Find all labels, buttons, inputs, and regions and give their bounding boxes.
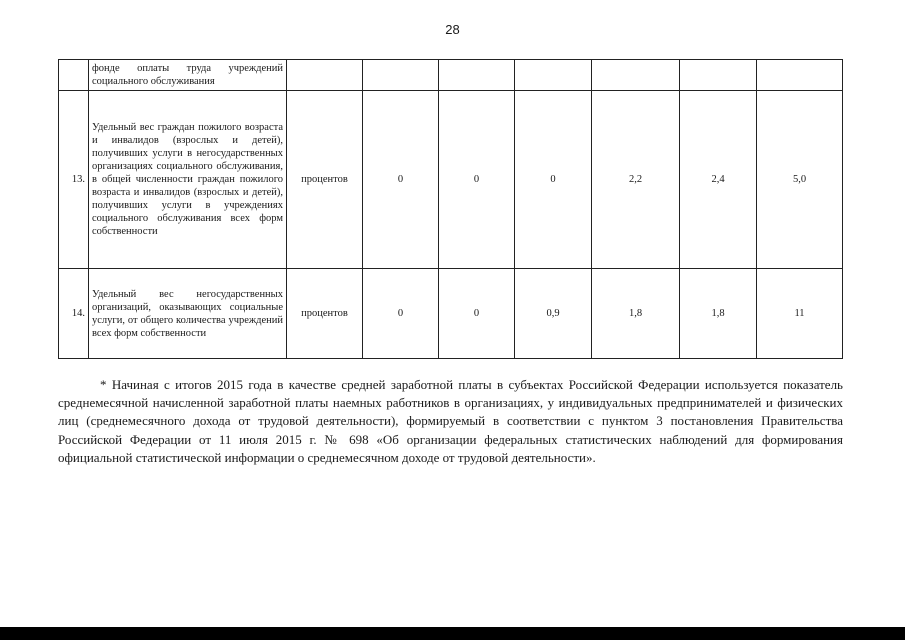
- bottom-scan-edge: [0, 627, 905, 640]
- table-row: [59, 269, 843, 359]
- value-cell: 5,0: [757, 91, 843, 269]
- value-cell: 0: [515, 91, 592, 269]
- value-cell: 1,8: [592, 269, 680, 359]
- indicators-table: [58, 59, 843, 359]
- row-number: [59, 60, 89, 91]
- value-cell: 2,4: [680, 91, 757, 269]
- value-cell: 0: [363, 269, 439, 359]
- value-cell: 0: [439, 91, 515, 269]
- row-number: 14.: [59, 269, 89, 359]
- unit-cell: процентов: [287, 269, 363, 359]
- value-cell: 0: [439, 269, 515, 359]
- value-cell: [757, 60, 843, 91]
- value-cell: 1,8: [680, 269, 757, 359]
- table-row: [59, 60, 843, 91]
- value-cell: 0,9: [515, 269, 592, 359]
- indicator-name: фонде оплаты труда учреждений социального обслуживания: [89, 60, 287, 91]
- unit-cell: процентов: [287, 91, 363, 269]
- value-cell: 2,2: [592, 91, 680, 269]
- indicator-name: Удельный вес негосударственных организаций, оказывающих социальные услуги, от общего количества учреждений всех форм собственности: [89, 269, 287, 359]
- value-cell: [363, 60, 439, 91]
- indicator-name: Удельный вес граждан пожилого возраста и инвалидов (взрослых и детей), получивших услуги в негосударственных организациях социального обслуживания, в общей численности граждан пожилого возраста и инвалидов (взрослых и детей), получивших услуги в учреждениях социального обслуживания всех форм собственности: [89, 91, 287, 269]
- value-cell: [439, 60, 515, 91]
- page-number: 28: [445, 22, 460, 37]
- value-cell: [515, 60, 592, 91]
- value-cell: 11: [757, 269, 843, 359]
- value-cell: [680, 60, 757, 91]
- value-cell: [592, 60, 680, 91]
- unit-cell: [287, 60, 363, 91]
- footnote: * Начиная с итогов 2015 года в качестве средней заработной платы в субъектах Российской Федерации используется показатель среднемесячной начисленной заработной платы наемных работников в организациях, у индивидуальных предпринимателей и физических лиц (среднемесячного дохода от трудовой деятельности), формируемый в соответствии с пунктом 3 постановления Правительства Российской Федерации от 11 июля 2015 г. № 698 «Об организации федеральных статистических наблюдений для формирования официальной статистической информации о среднемесячном доходе от трудовой деятельности».: [58, 377, 843, 465]
- row-number: 13.: [59, 91, 89, 269]
- table-row: [59, 91, 843, 269]
- value-cell: 0: [363, 91, 439, 269]
